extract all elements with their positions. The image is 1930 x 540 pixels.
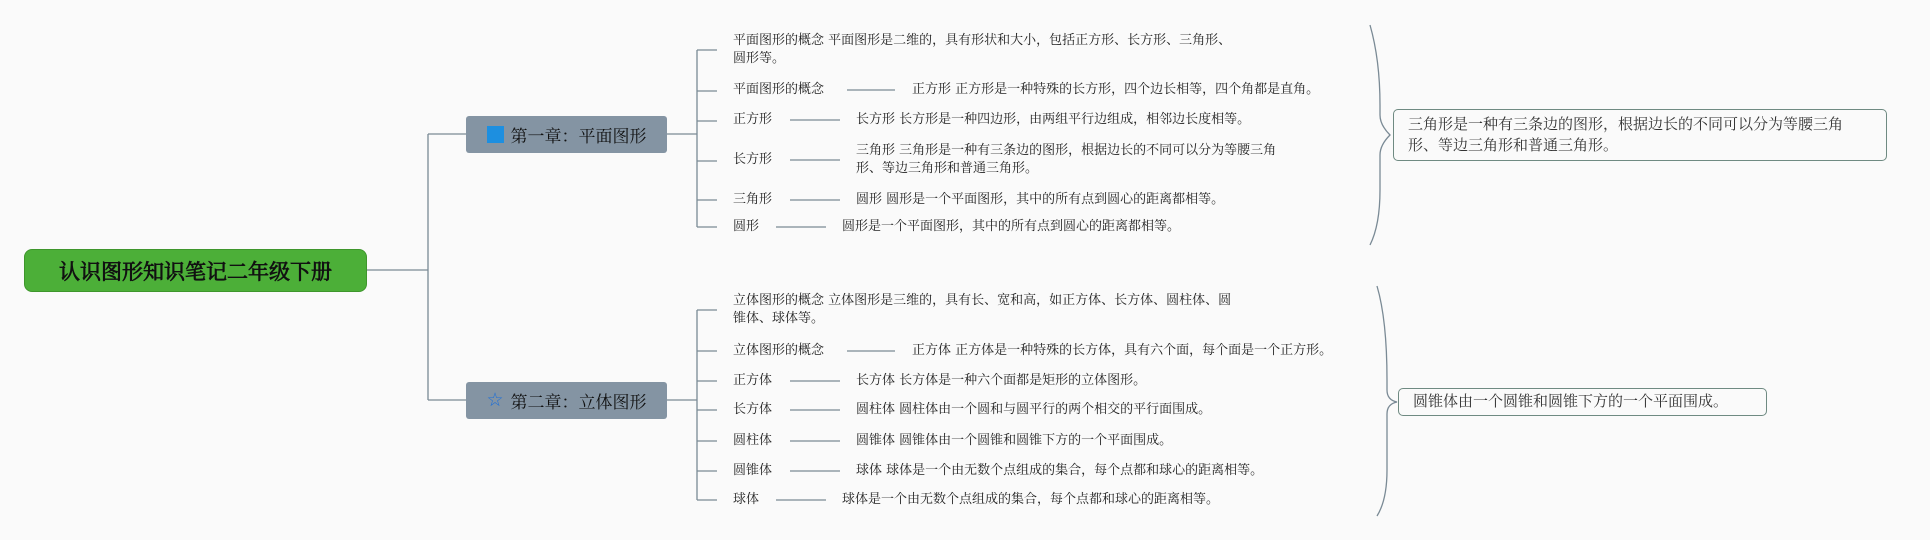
chapter-1-topic[interactable] [466,116,667,153]
ch2-note[interactable]: 圆锥体由一个圆锥和圆锥下方的一个平面围成。 [1398,388,1767,416]
ch1-item-1-detail[interactable]: 正方形 正方形是一种特殊的长方形，四个边长相等，四个角都是直角。 [912,82,1320,97]
ch1-note[interactable]: 三角形是一种有三条边的图形，根据边长的不同可以分为等腰三角形、等边三角形和普通三角形。 [1393,109,1887,161]
ch2-item-5-detail[interactable]: 球体 球体是一个由无数个点组成的集合，每个点都和球心的距离相等。 [856,463,1264,478]
ch1-item-concept-full[interactable]: 平面图形的概念 平面图形是二维的，具有形状和大小，包括正方形、长方形、三角形、圆形等。 [733,33,1232,66]
chapter-2-topic[interactable] [466,382,667,419]
ch2-item-2[interactable]: 正方体 [733,373,773,388]
ch1-item-2[interactable]: 正方形 [733,112,773,127]
ch2-item-concept-full[interactable]: 立体图形的概念 立体图形是三维的，具有长、宽和高，如正方体、长方体、圆柱体、圆锥体、球体等。 [733,293,1232,326]
ch1-item-3-detail[interactable]: 三角形 三角形是一种有三条边的图形，根据边长的不同可以分为等腰三角形、等边三角形和普通三角形。 [856,143,1277,176]
ch2-item-2-detail[interactable]: 长方体 长方体是一种六个面都是矩形的立体图形。 [856,373,1147,388]
ch2-item-3-detail[interactable]: 圆柱体 圆柱体由一个圆和与圆平行的两个相交的平行面围成。 [856,402,1212,417]
ch2-item-3[interactable]: 长方体 [733,402,773,417]
ch1-item-3[interactable]: 长方形 [733,152,773,167]
ch2-item-4[interactable]: 圆柱体 [733,433,773,448]
ch1-item-4-detail[interactable]: 圆形 圆形是一个平面图形，其中的所有点到圆心的距离都相等。 [856,192,1225,207]
ch2-item-1-detail[interactable]: 正方体 正方体是一种特殊的长方体，具有六个面，每个面是一个正方形。 [912,343,1333,358]
ch1-item-2-detail[interactable]: 长方形 长方形是一种四边形，由两组平行边组成，相邻边长度相等。 [856,112,1251,127]
ch2-item-1[interactable]: 立体图形的概念 [733,343,825,358]
ch1-item-1[interactable]: 平面图形的概念 [733,82,825,97]
root-topic[interactable]: 认识图形知识笔记二年级下册 [24,249,367,292]
ch1-item-5[interactable]: 圆形 [733,219,760,234]
chapter-1-label: 第一章：平面图形 [510,127,647,147]
ch2-item-4-detail[interactable]: 圆锥体 圆锥体由一个圆锥和圆锥下方的一个平面围成。 [856,433,1173,448]
ch1-item-5-detail[interactable]: 圆形是一个平面图形，其中的所有点到圆心的距离都相等。 [842,219,1181,234]
star-icon: ☆ [486,389,504,411]
chapter-2-label: 第二章：立体图形 [510,393,647,413]
ch1-item-4[interactable]: 三角形 [733,192,773,207]
square-icon [487,126,504,143]
ch2-item-6-detail[interactable]: 球体是一个由无数个点组成的集合，每个点都和球心的距离相等。 [842,492,1220,507]
ch2-item-5[interactable]: 圆锥体 [733,463,773,478]
ch2-item-6[interactable]: 球体 [733,492,760,507]
